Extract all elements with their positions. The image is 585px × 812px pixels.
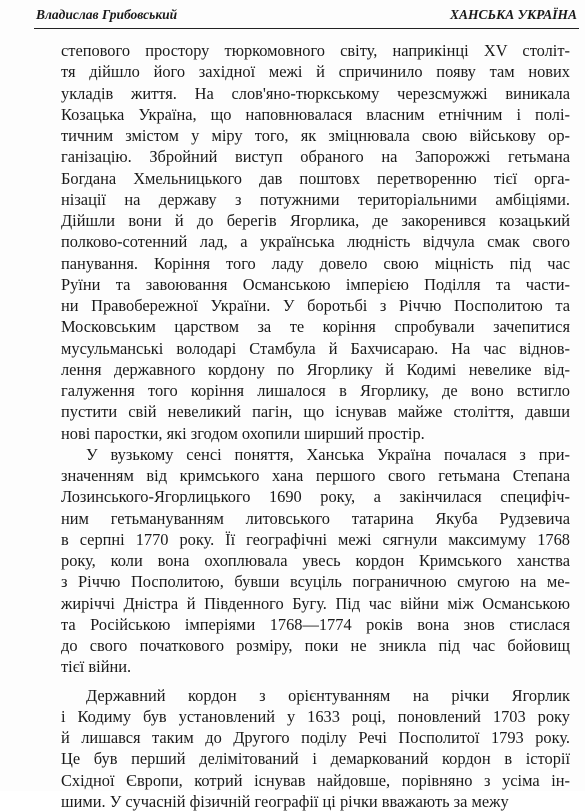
text-line: тичним змістом у міру того, як зміцнювала свою військову ор- bbox=[61, 125, 570, 146]
text-line: У вузькому сенсі поняття, Ханська Україна почалася з при- bbox=[61, 444, 570, 465]
text-line: лення державного кордону по Ягорлику й Кодимі невелике від- bbox=[61, 359, 570, 380]
text-line: року, коли вона охоплювала увесь кордон Кримського ханства bbox=[61, 550, 570, 571]
text-line: Східної Європи, котрий існував найдовше, порівняно з усіма ін- bbox=[61, 770, 570, 791]
text-line: укладів життя. На слов'яно-тюркському черезсмужжі виникала bbox=[61, 83, 570, 104]
text-line: в серпні 1770 року. Її географічні межі сягнули максимуму 1768 bbox=[61, 529, 570, 550]
text-line: тієї війни. bbox=[61, 656, 570, 677]
text-line: полково-сотенний лад, а українська людність відчула смак свого bbox=[61, 231, 570, 252]
header-title: ХАНСЬКА УКРАЇНА bbox=[450, 7, 577, 23]
body-text bbox=[61, 40, 570, 812]
text-line: шими. У сучасній фізичній географії ці річки вважають за межу bbox=[61, 791, 570, 812]
text-line: ним гетьмануванням литовського татарина Якуба Рудзевича bbox=[61, 508, 570, 529]
text-line: Руїни та завоювання Османською імперією Поділля та части- bbox=[61, 274, 570, 295]
text-line: панування. Коріння того ладу довело свою міцність під час bbox=[61, 253, 570, 274]
paragraph bbox=[61, 444, 570, 678]
text-line: степового простору тюркомовного світу, наприкінці XV століт- bbox=[61, 40, 570, 61]
text-line: та Російською імперіями 1768—1774 років вона знов стислася bbox=[61, 614, 570, 635]
text-line: ни Правобережної України. У боротьбі з Річчю Посполитою та bbox=[61, 295, 570, 316]
text-line: й лишався таким до Другого поділу Речі Посполитої 1793 року. bbox=[61, 727, 570, 748]
text-line: Дійшли вони й до берегів Ягорлика, де закоренився козацький bbox=[61, 210, 570, 231]
text-line: з Річчю Посполитою, бувши всуціль пограничною смугою на ме- bbox=[61, 571, 570, 592]
text-line: пустити свій невеликий пагін, що існував майже століття, давши bbox=[61, 401, 570, 422]
text-line: нізації на державу з потужними територіальними амбіціями. bbox=[61, 189, 570, 210]
paragraph bbox=[61, 40, 570, 444]
text-line: Московським царством за те коріння спробували зачепитися bbox=[61, 316, 570, 337]
running-header bbox=[34, 4, 579, 29]
text-line: галуження того коріння лишалося в Ягорлику, де воно встигло bbox=[61, 380, 570, 401]
text-line: Козацька Україна, що наповнювалася власним етнічним і полі- bbox=[61, 104, 570, 125]
text-line: до свого початкового розміру, поки не зникла під час бойовищ bbox=[61, 635, 570, 656]
text-line: Богдана Хмельницького дав поштовх перетворенню тієї орга- bbox=[61, 168, 570, 189]
text-line: значенням від кримського хана першого свого гетьмана Степана bbox=[61, 465, 570, 486]
text-line: Державний кордон з орієнтуванням на річки Ягорлик bbox=[61, 685, 570, 706]
text-line: тя дійшло його західної межі й спричинило появу там нових bbox=[61, 61, 570, 82]
header-author: Владислав Грибовський bbox=[36, 7, 177, 23]
text-line: і Кодиму був установлений у 1633 році, поновлений 1703 року bbox=[61, 706, 570, 727]
text-line: мусульманські володарі Стамбула й Бахчисараю. На час віднов- bbox=[61, 338, 570, 359]
text-line: ганізацію. Збройний виступ обраного на Запорожжі гетьмана bbox=[61, 146, 570, 167]
text-line: нові паростки, які згодом охопили ширший простір. bbox=[61, 423, 570, 444]
text-line: Це був перший делімітований і демаркований кордон в історії bbox=[61, 748, 570, 769]
text-line: жиріччі Дністра й Південного Бугу. Під час війни між Османською bbox=[61, 593, 570, 614]
text-line: Лозинського-Ягорлицького 1690 року, а закінчилася специфіч- bbox=[61, 486, 570, 507]
paragraph bbox=[61, 685, 570, 812]
